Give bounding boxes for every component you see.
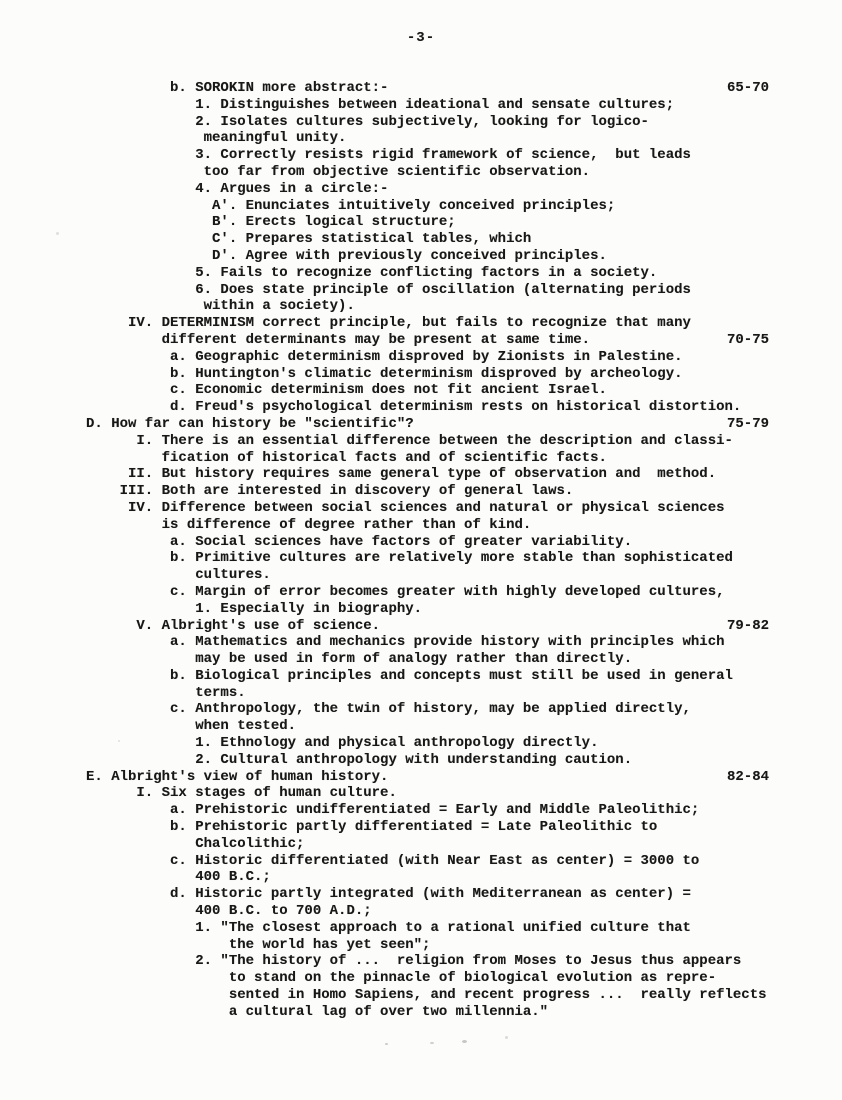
document-line: [86, 769, 806, 786]
line-text: b. Biological principles and concepts must still be used in general: [86, 667, 733, 684]
scan-speck: [385, 1043, 388, 1045]
line-text: A'. Enunciates intuitively conceived principles;: [86, 197, 616, 214]
document-line: [86, 886, 806, 903]
document-line: [86, 181, 806, 198]
document-line: [86, 668, 806, 685]
document-line: [86, 416, 806, 433]
document-line: [86, 332, 806, 349]
document-line: [86, 399, 806, 416]
page-number: -3-: [406, 30, 436, 46]
line-text: terms.: [86, 684, 246, 701]
line-text: a. Mathematics and mechanics provide history with principles which: [86, 634, 725, 651]
line-text: c. Margin of error becomes greater with highly developed cultures,: [86, 583, 725, 600]
document-line: [86, 752, 806, 769]
document-line: [86, 114, 806, 131]
line-text: 4. Argues in a circle:-: [86, 180, 389, 197]
line-text: b. Huntington's climatic determinism disproved by archeology.: [86, 365, 683, 382]
document-line: [86, 315, 806, 332]
document-line: [86, 214, 806, 231]
scan-speck: [56, 232, 59, 235]
document-line: [86, 970, 806, 987]
document-line: [86, 987, 806, 1004]
document-line: [86, 550, 806, 567]
document-line: [86, 265, 806, 282]
scan-speck: [118, 740, 120, 742]
line-text: b. SOROKIN more abstract:-: [86, 80, 389, 96]
scan-speck: [462, 1040, 467, 1043]
line-text: 5. Fails to recognize conflicting factors in a society.: [86, 264, 658, 281]
line-text: 400 B.C. to 700 A.D.;: [86, 903, 372, 920]
document-line: [86, 601, 806, 618]
document-line: [86, 785, 806, 802]
document-line: [86, 819, 806, 836]
line-text: a. Social sciences have factors of greater variability.: [86, 533, 633, 550]
line-text: may be used in form of analogy rather than directly.: [86, 651, 633, 668]
document-line: [86, 298, 806, 315]
document-line: [86, 920, 806, 937]
document-line: [86, 701, 806, 718]
line-text: to stand on the pinnacle of biological evolution as repre-: [86, 970, 717, 987]
document-line: [86, 248, 806, 265]
line-text: III. Both are interested in discovery of general laws.: [86, 483, 574, 500]
line-text: d. Historic partly integrated (with Mediterranean as center) =: [86, 886, 691, 903]
line-text: 2. "The history of ... religion from Moses to Jesus thus appears: [86, 953, 742, 970]
line-text: different determinants may be present at same time.: [86, 331, 591, 348]
document-line: [86, 282, 806, 299]
document-line: [86, 80, 806, 97]
line-text: II. But history requires same general type of observation and method.: [86, 466, 717, 483]
document-line: [86, 869, 806, 886]
line-text: cultures.: [86, 567, 271, 584]
document-line: [86, 517, 806, 534]
document-line: [86, 651, 806, 668]
document-line: [86, 466, 806, 483]
line-text: V. Albright's use of science.: [86, 617, 381, 634]
line-text: a. Geographic determinism disproved by Zionists in Palestine.: [86, 348, 683, 365]
line-text: b. Primitive cultures are relatively more stable than sophisticated: [86, 550, 733, 567]
document-line: [86, 735, 806, 752]
line-text: the world has yet seen";: [86, 936, 431, 953]
document-line: [86, 853, 806, 870]
line-text: IV. Difference between social sciences and natural or physical sciences: [86, 499, 725, 516]
line-text: D. How far can history be "scientific"?: [86, 415, 414, 432]
line-text: fication of historical facts and of scientific facts.: [86, 449, 607, 466]
document-line: [86, 903, 806, 920]
document-line: [86, 164, 806, 181]
line-text: 1. Especially in biography.: [86, 600, 423, 617]
line-text: c. Historic differentiated (with Near East as center) = 3000 to: [86, 852, 700, 869]
line-text: 1. "The closest approach to a rational unified culture that: [86, 919, 691, 936]
line-text: I. Six stages of human culture.: [86, 785, 397, 802]
document-line: [86, 198, 806, 215]
scan-speck: [430, 1042, 434, 1044]
line-text: Chalcolithic;: [86, 835, 305, 852]
line-text: a cultural lag of over two millennia.": [86, 1003, 549, 1020]
document-line: [86, 231, 806, 248]
line-text: too far from objective scientific observation.: [86, 163, 591, 180]
line-text: I. There is an essential difference between the description and classi-: [86, 432, 733, 449]
line-text: sented in Homo Sapiens, and recent progress ... really reflects: [86, 987, 767, 1004]
document-line: [86, 130, 806, 147]
line-text: 6. Does state principle of oscillation (alternating periods: [86, 281, 691, 298]
line-text: d. Freud's psychological determinism rests on historical distortion.: [86, 399, 742, 416]
line-text: when tested.: [86, 718, 297, 735]
document-line: [86, 382, 806, 399]
document-line: [86, 147, 806, 164]
line-text: is difference of degree rather than of kind.: [86, 516, 532, 533]
line-text: 2. Cultural anthropology with understanding caution.: [86, 751, 633, 768]
line-text: meaningful unity.: [86, 130, 347, 147]
line-text: B'. Erects logical structure;: [86, 214, 456, 231]
line-text: D'. Agree with previously conceived principles.: [86, 247, 607, 264]
page-ref: 65-70: [727, 80, 770, 96]
document-line: [86, 500, 806, 517]
document-line: [86, 534, 806, 551]
line-text: C'. Prepares statistical tables, which: [86, 231, 532, 248]
line-text: 1. Distinguishes between ideational and sensate cultures;: [86, 96, 675, 113]
document-line: [86, 483, 806, 500]
document-line: [86, 450, 806, 467]
document-line: [86, 836, 806, 853]
document-line: [86, 802, 806, 819]
document-body: [86, 80, 806, 1021]
document-line: [86, 567, 806, 584]
line-text: c. Economic determinism does not fit ancient Israel.: [86, 382, 607, 399]
document-line: [86, 366, 806, 383]
line-text: 2. Isolates cultures subjectively, looking for logico-: [86, 113, 649, 130]
line-text: c. Anthropology, the twin of history, may be applied directly,: [86, 701, 691, 718]
document-line: [86, 433, 806, 450]
line-text: within a society).: [86, 298, 355, 315]
document-line: [86, 349, 806, 366]
document-line: [86, 618, 806, 635]
page-ref: 70-75: [727, 331, 770, 348]
line-text: E. Albright's view of human history.: [86, 768, 389, 785]
line-text: 400 B.C.;: [86, 869, 271, 886]
document-line: [86, 1004, 806, 1021]
line-text: IV. DETERMINISM correct principle, but fails to recognize that many: [86, 315, 691, 332]
page-ref: 82-84: [727, 768, 770, 785]
line-text: a. Prehistoric undifferentiated = Early and Middle Paleolithic;: [86, 802, 700, 819]
line-text: 1. Ethnology and physical anthropology directly.: [86, 735, 599, 752]
document-line: [86, 634, 806, 651]
scan-speck: [505, 1036, 508, 1039]
document-line: [86, 584, 806, 601]
page-ref: 75-79: [727, 415, 770, 432]
document-line: [86, 953, 806, 970]
document-line: [86, 97, 806, 114]
document-line: [86, 718, 806, 735]
line-text: b. Prehistoric partly differentiated = Late Paleolithic to: [86, 819, 658, 836]
document-line: [86, 937, 806, 954]
page-ref: 79-82: [727, 617, 770, 634]
document-line: [86, 685, 806, 702]
line-text: 3. Correctly resists rigid framework of science, but leads: [86, 147, 691, 164]
